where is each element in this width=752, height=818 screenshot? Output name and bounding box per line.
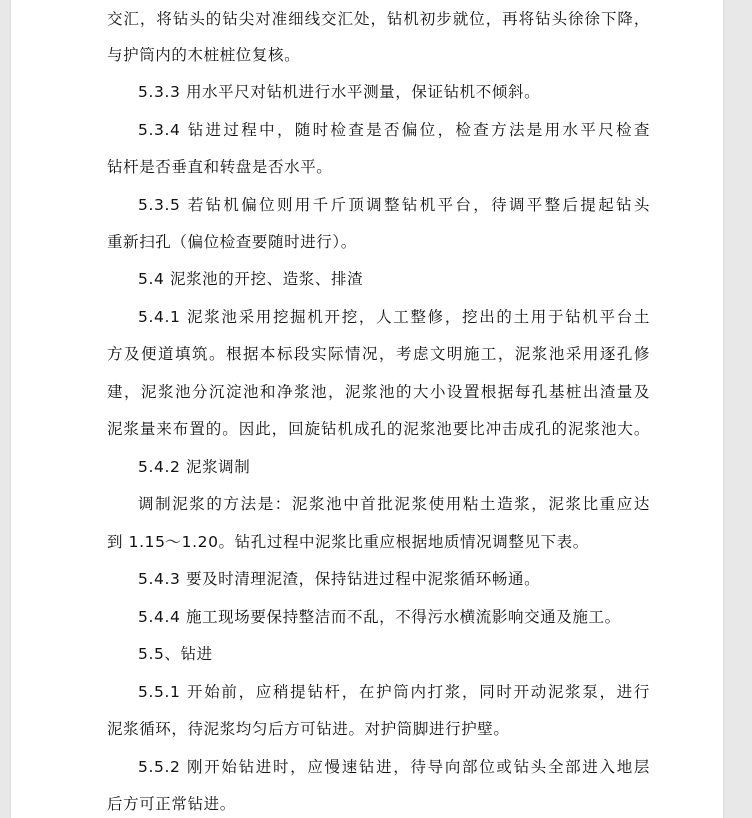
section-heading-5-4: 5.4 泥浆池的开挖、造浆、排渣 (138, 270, 364, 288)
text-line: 方及便道填筑。根据本标段实际情况，考虑文明施工，泥浆池采用逐孔修 (107, 345, 650, 363)
paragraph-5-3-3: 5.3.3 用水平尺对钻机进行水平测量，保证钻机不倾斜。 (138, 83, 541, 101)
text-line: 泥浆循环，待泥浆均匀后方可钻进。对护筒脚进行护壁。 (107, 720, 510, 738)
paragraph-5-3-5: 5.3.5 若钻机偏位则用千斤顶调整钻机平台，待调平整后提起钻头 (138, 196, 650, 214)
text-line: 泥浆量来布置的。因此，回旋钻机成孔的泥浆池要比冲击成孔的泥浆池大。 (107, 420, 650, 438)
paragraph-5-5-1: 5.5.1 开始前，应稍提钻杆，在护筒内打浆，同时开动泥浆泵，进行 (138, 683, 650, 701)
section-heading-5-5: 5.5、钻进 (138, 645, 213, 663)
text-line: 与护筒内的木桩桩位复核。 (107, 46, 301, 64)
text-line: 交汇，将钻头的钻尖对准细线交汇处，钻机初步就位，再将钻头徐徐下降， (107, 10, 650, 28)
section-heading-5-4-2: 5.4.2 泥浆调制 (138, 458, 251, 476)
paragraph-mud-mixing: 调制泥浆的方法是：泥浆池中首批泥浆使用粘土造浆，泥浆比重应达 (138, 495, 650, 513)
text-line: 建，泥浆池分沉淀池和净浆池，泥浆池的大小设置根据每孔基桩出渣量及 (107, 383, 650, 401)
text-line: 到 1.15～1.20。钻孔过程中泥浆比重应根据地质情况调整见下表。 (107, 533, 589, 551)
document-page (11, 0, 723, 818)
paragraph-5-3-4: 5.3.4 钻进过程中，随时检查是否偏位，检查方法是用水平尺检查 (138, 121, 650, 139)
text-line: 重新扫孔（偏位检查要随时进行）。 (107, 233, 357, 251)
text-line: 钻杆是否垂直和转盘是否水平。 (107, 158, 333, 176)
paragraph-5-5-2: 5.5.2 刚开始钻进时，应慢速钻进，待导向部位或钻头全部进入地层 (138, 758, 650, 776)
paragraph-5-4-3: 5.4.3 要及时清理泥渣，保持钻进过程中泥浆循环畅通。 (138, 570, 541, 588)
text-line: 后方可正常钻进。 (107, 795, 236, 813)
paragraph-5-4-4: 5.4.4 施工现场要保持整洁而不乱，不得污水横流影响交通及施工。 (138, 608, 621, 626)
paragraph-5-4-1: 5.4.1 泥浆池采用挖掘机开挖，人工整修，挖出的土用于钻机平台土 (138, 308, 650, 326)
